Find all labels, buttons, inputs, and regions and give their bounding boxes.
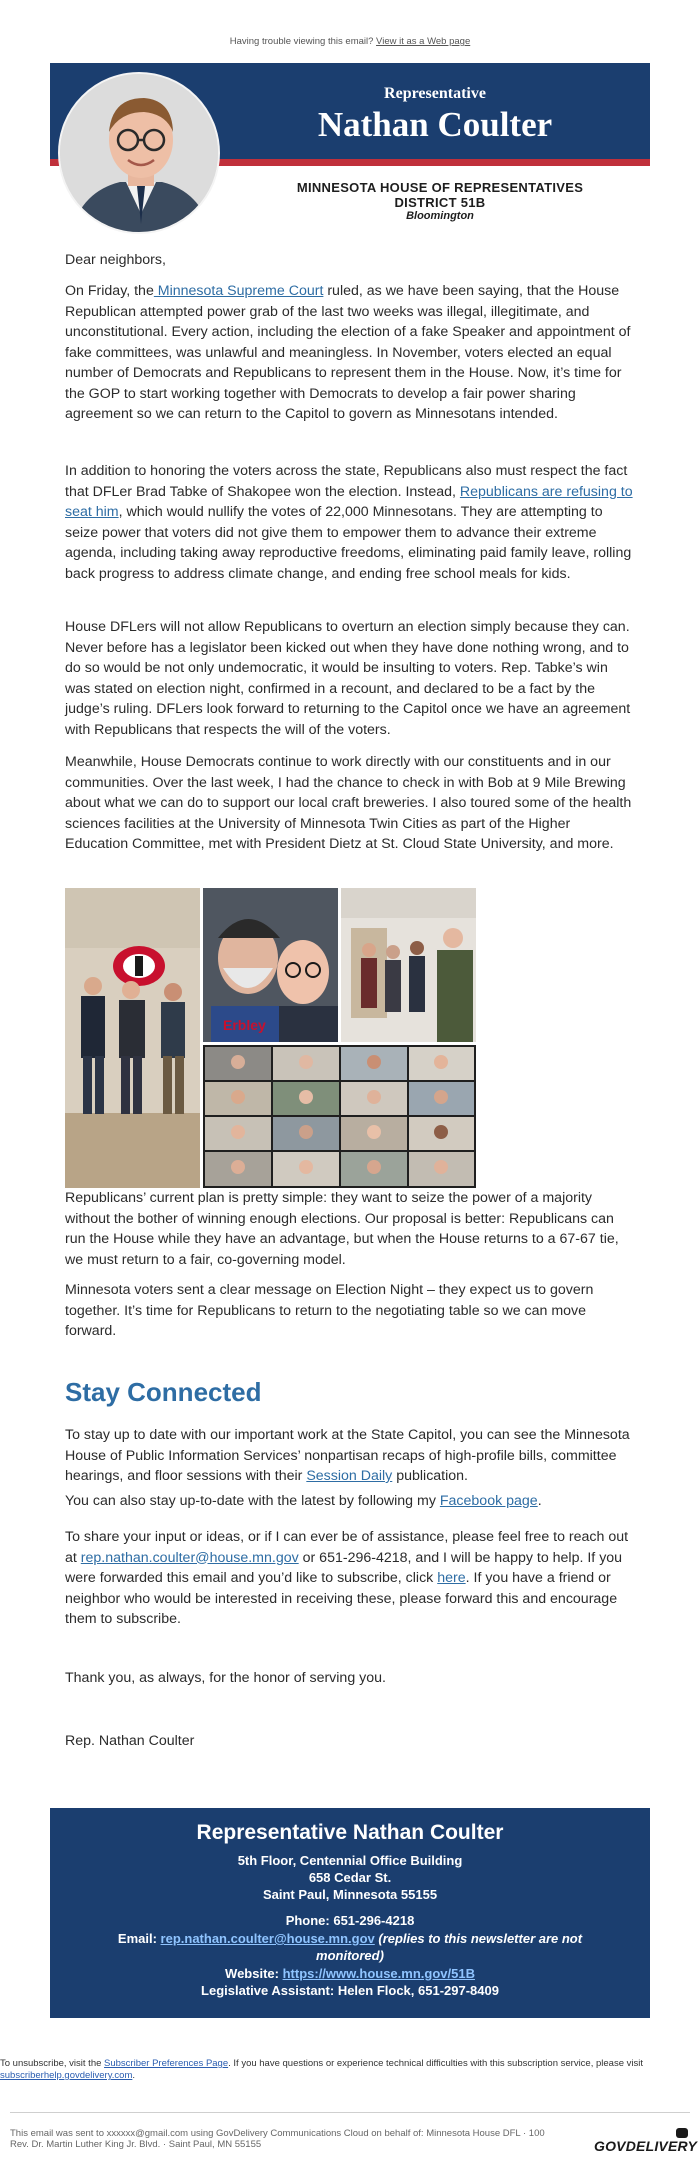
district-number: DISTRICT 51B bbox=[394, 195, 486, 210]
session-daily-link[interactable]: Session Daily bbox=[306, 1468, 393, 1484]
footer-phone: Phone: 651-296-4218 bbox=[285, 1913, 415, 1928]
p1-text-a: On Friday, the bbox=[65, 283, 154, 299]
photo-collage bbox=[65, 888, 635, 1188]
unsubscribe-notice bbox=[0, 2058, 700, 2082]
footer-website-label: Website: bbox=[225, 1966, 283, 1981]
footer-title: Representative Nathan Coulter bbox=[196, 1821, 504, 1844]
photo-st-cloud-meeting bbox=[65, 888, 200, 1188]
footer-divider bbox=[10, 2112, 690, 2113]
web-view-notice bbox=[0, 36, 700, 47]
paragraph-dflers: House DFLers will not allow Republicans to overturn an election simply because they can. Never before has a legislator been kicked out when they have done nothing wrong, and to do so would be not only undemocratic, it would be insulting to voters. Rep. Tabke’s win was stated on election night, confirmed in a recount, and declared to be a fact by the judge’s ruling. DFLers look forward to returning to the Capitol once we have an agreement with Republicans that respects the will of the voters. bbox=[65, 619, 631, 738]
govdelivery-bubble-icon bbox=[676, 2128, 688, 2138]
photo-video-call bbox=[203, 1045, 476, 1188]
paragraph-election-message: Minnesota voters sent a clear message on Election Night – they expect us to govern together. It’s time for Republicans to return to the negotiating table so we can move forward. bbox=[65, 1282, 594, 1339]
stay-connected-heading: Stay Connected bbox=[65, 1377, 262, 1407]
email-link[interactable]: rep.nathan.coulter@house.mn.gov bbox=[80, 1549, 299, 1566]
paragraph-session-daily bbox=[65, 1425, 635, 1487]
unsub-text-b: . If you have questions or experience technical difficulties with this subscription service, please visit bbox=[228, 2058, 643, 2069]
paragraph-tabke bbox=[65, 461, 635, 584]
paragraph-thanks: Thank you, as always, for the honor of serving you. bbox=[65, 1670, 386, 1686]
portrait-image bbox=[60, 74, 220, 234]
p7-text-a: To stay up to date with our important work at the State Capitol, you can see the Minnesota House of Public Information Services’ nonpartisan recaps of high-profile bills, committee hearings, and floor sessions with their bbox=[65, 1427, 630, 1484]
avatar bbox=[58, 72, 220, 234]
header-rep-name: Nathan Coulter bbox=[317, 105, 553, 144]
district-info bbox=[230, 180, 650, 222]
p8-text-b: . bbox=[537, 1493, 542, 1509]
web-view-prefix: Having trouble viewing this email? bbox=[229, 36, 374, 47]
subscribe-here-link[interactable]: here bbox=[437, 1570, 466, 1586]
sent-line-1: This email was sent to xxxxxx@gmail.com using GovDelivery Communications Cloud on behalf of: Minnesota House DFL · 100 bbox=[10, 2128, 545, 2139]
subscriber-help-link[interactable]: subscriberhelp.govdelivery.com bbox=[0, 2070, 133, 2081]
paragraph-gop-plan: Republicans’ current plan is pretty simple: they want to seize the power of a majority without the bother of winning enough elections. Our proposal is better: Republicans can run the House while they have an advantage, but when the House returns to a 67-67 tie, we must return to a fair, co-governing model. bbox=[65, 1190, 619, 1268]
paragraph-facebook bbox=[65, 1491, 635, 1512]
footer-website-link[interactable]: https://www.house.mn.gov/51B bbox=[282, 1966, 475, 1981]
p2-text-b: , which would nullify the votes of 22,000 Minnesotans. They are attempting to seize power that voters did not give them to empower them to advance their extreme agenda, including taking away reproductive freedoms, eliminating paid family leave, rolling back progress to address climate change, and ending free school meals for kids. bbox=[65, 504, 632, 582]
sent-line-2: Rev. Dr. Martin Luther King Jr. Blvd. · Saint Paul, MN 55155 bbox=[10, 2139, 262, 2150]
p2-text-a: In addition to honoring the voters across the state, Republicans also must respect the fact that DFLer Brad Tabke of Shakopee won the election. Instead, bbox=[65, 463, 628, 500]
web-view-link[interactable]: View it as a Web page bbox=[376, 36, 471, 47]
photo-university-tour bbox=[341, 888, 476, 1042]
p9-text-b: or 651-296-4218, and I will be happy to help. If you were forwarded this email and you’d like to subscribe, click bbox=[65, 1549, 623, 1586]
footer-email-note-2: monitored) bbox=[316, 1948, 384, 1963]
photo-brewery-selfie bbox=[203, 888, 338, 1042]
footer-email-note: (replies to this newsletter are not bbox=[374, 1931, 583, 1946]
unsub-text-end: . bbox=[132, 2070, 135, 2081]
p9-text-c: . If you have a friend or neighbor who would be interested in receiving these, please forward this and encourage them to subscribe. bbox=[65, 1570, 618, 1627]
footer-email-link[interactable]: rep.nathan.coulter@house.mn.gov bbox=[160, 1931, 375, 1946]
paragraph-court-ruling bbox=[65, 281, 635, 425]
paragraph-contact bbox=[65, 1527, 635, 1630]
svg-text:Erbley: Erbley bbox=[223, 1017, 266, 1033]
p7-text-b: publication. bbox=[392, 1468, 468, 1484]
footer-address-line-2: 658 Cedar St. bbox=[308, 1870, 392, 1885]
refusing-to-seat-link[interactable]: Republicans are refusing to seat him bbox=[65, 483, 633, 520]
p1-text-b: ruled, as we have been saying, that the House Republican attempted power grab of the last two weeks was illegal, illegitimate, and unconstitutional. Every action, including the election of a fake Speaker and appointment of fake committees, was unlawful and meaningless. In November, voters elected an equal number of Democrats and Republicans to represent them in the House. Now, it’s time for the GOP to start working together with Democrats to develop a fair power sharing agreement so we can return to the Capitol to govern as Minnesotans intended. bbox=[65, 283, 631, 422]
supreme-court-link[interactable]: Minnesota Supreme Court bbox=[153, 283, 324, 299]
footer-address-line-3: Saint Paul, Minnesota 55155 bbox=[262, 1887, 438, 1902]
greeting: Dear neighbors, bbox=[65, 252, 166, 268]
footer-email-label: Email: bbox=[117, 1931, 161, 1946]
footer-email-line bbox=[50, 1930, 650, 1947]
govdelivery-logo: GOVDELIVERY bbox=[594, 2138, 698, 2154]
header-rep-label: Representative bbox=[384, 85, 486, 102]
p8-text-a: You can also stay up-to-date with the latest by following my bbox=[65, 1493, 436, 1509]
p9-text-a: To share your input or ideas, or if I can ever be of assistance, please feel free to reach out at bbox=[65, 1529, 629, 1566]
signature: Rep. Nathan Coulter bbox=[65, 1733, 195, 1749]
sent-notice bbox=[10, 2128, 570, 2150]
paragraph-community: Meanwhile, House Democrats continue to work directly with our constituents and in our communities. Over the last week, I had the chance to check in with Bob at 9 Mile Brewing about what we can do to support our local craft breweries. I also toured some of the health sciences facilities at the University of Minnesota Twin Cities as part of the Higher Education Committee, met with President Dietz at St. Cloud State University, and more. bbox=[65, 754, 632, 852]
facebook-page-link[interactable]: Facebook page bbox=[439, 1493, 538, 1509]
district-city: Bloomington bbox=[406, 210, 474, 222]
contact-footer bbox=[50, 1808, 650, 2018]
footer-website-line bbox=[50, 1965, 650, 1982]
footer-assistant: Legislative Assistant: Helen Flock, 651-297-8409 bbox=[201, 1983, 499, 1998]
unsub-text-a: To unsubscribe, visit the bbox=[0, 2058, 102, 2069]
house-name: MINNESOTA HOUSE OF REPRESENTATIVES bbox=[296, 180, 584, 195]
subscriber-preferences-link[interactable]: Subscriber Preferences Page bbox=[104, 2058, 229, 2069]
footer-address-line-1: 5th Floor, Centennial Office Building bbox=[237, 1853, 463, 1868]
